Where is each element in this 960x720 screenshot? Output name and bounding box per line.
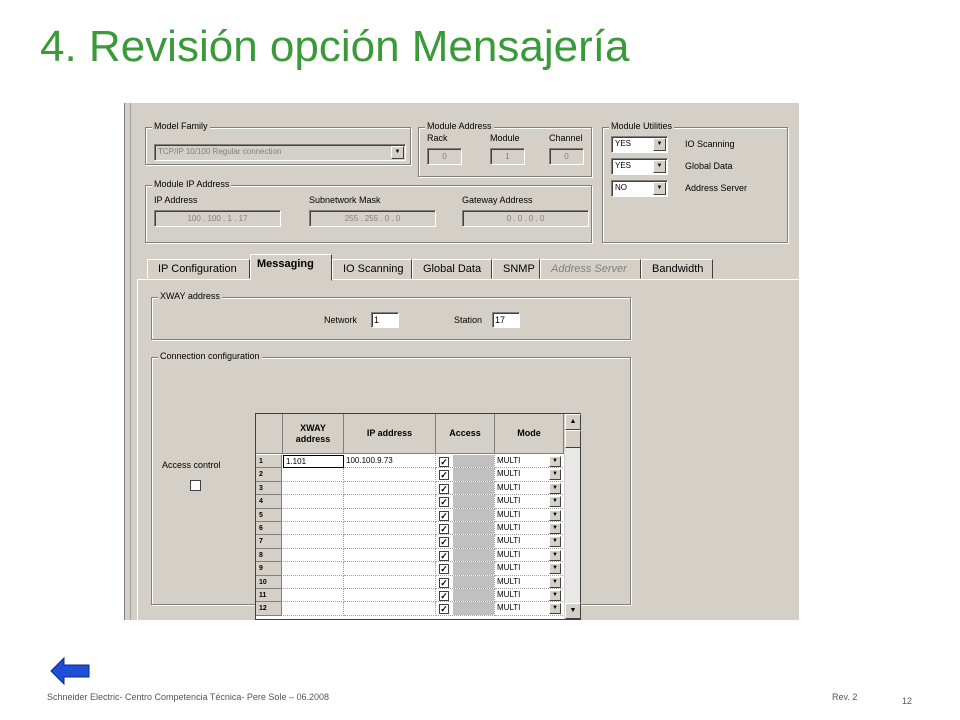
access-shade bbox=[453, 509, 494, 521]
tab-address-server[interactable]: Address Server bbox=[540, 259, 641, 279]
ip-address-field: 100 . 100 . 1 . 17 bbox=[154, 210, 281, 227]
ip-address-cell[interactable] bbox=[344, 522, 436, 535]
ip-address-cell[interactable] bbox=[344, 576, 436, 589]
tab-global-data[interactable]: Global Data bbox=[412, 259, 492, 279]
xway-address-cell[interactable] bbox=[283, 509, 344, 522]
ip-address-cell[interactable] bbox=[344, 589, 436, 602]
row-number: 10 bbox=[256, 576, 282, 589]
access-checkbox[interactable]: ✓ bbox=[440, 483, 448, 494]
chevron-down-icon[interactable]: ▼ bbox=[653, 182, 666, 195]
tab-snmp[interactable]: SNMP bbox=[492, 259, 540, 279]
tab-io-scanning[interactable]: IO Scanning bbox=[332, 259, 412, 279]
chevron-down-icon[interactable]: ▼ bbox=[549, 590, 561, 601]
gateway-field: 0 . 0 . 0 . 0 bbox=[462, 210, 589, 227]
ip-address-cell[interactable] bbox=[344, 482, 436, 495]
module-ip-group bbox=[145, 179, 592, 243]
mode-select[interactable] bbox=[495, 549, 563, 562]
io-scanning-label: IO Scanning bbox=[685, 139, 735, 149]
access-cell bbox=[436, 495, 495, 508]
access-cell bbox=[436, 562, 495, 575]
access-cell bbox=[436, 576, 495, 589]
tab-panel bbox=[133, 249, 799, 620]
global-data-value: YES bbox=[615, 161, 632, 170]
chevron-down-icon[interactable]: ▼ bbox=[549, 577, 561, 588]
table-row bbox=[256, 468, 564, 481]
module-field: 1 bbox=[490, 148, 525, 165]
row-number: 7 bbox=[256, 535, 282, 548]
row-number: 3 bbox=[256, 482, 282, 495]
footer-credit: Schneider Electric- Centro Competencia Técnica- Pere Sole – 06.2008 bbox=[47, 692, 329, 702]
access-checkbox[interactable]: ✓ bbox=[440, 550, 448, 561]
access-shade bbox=[453, 455, 494, 467]
mode-value: MULTI bbox=[497, 456, 521, 465]
xway-address-cell[interactable] bbox=[283, 482, 344, 495]
io-scanning-select[interactable] bbox=[611, 136, 668, 153]
xway-address-group bbox=[151, 291, 631, 340]
table-row bbox=[256, 482, 564, 495]
mode-value: MULTI bbox=[497, 549, 521, 559]
chevron-down-icon[interactable]: ▼ bbox=[549, 536, 561, 547]
mode-select[interactable] bbox=[495, 562, 563, 575]
access-checkbox[interactable]: ✓ bbox=[440, 497, 448, 508]
chevron-down-icon[interactable]: ▼ bbox=[549, 496, 561, 507]
access-cell bbox=[436, 468, 495, 481]
access-cell bbox=[436, 455, 495, 468]
chevron-down-icon[interactable]: ▼ bbox=[549, 550, 561, 561]
module-utilities-label: Module Utilities bbox=[611, 121, 673, 131]
mode-value: MULTI bbox=[497, 563, 521, 573]
window-edge bbox=[130, 103, 131, 620]
ip-address-cell[interactable] bbox=[344, 535, 436, 548]
xway-address-cell[interactable] bbox=[283, 522, 344, 535]
module-address-group bbox=[418, 121, 592, 177]
access-checkbox[interactable]: ✓ bbox=[440, 470, 448, 481]
address-server-select[interactable] bbox=[611, 180, 668, 197]
address-server-label: Address Server bbox=[685, 183, 748, 193]
access-checkbox[interactable]: ✓ bbox=[440, 577, 448, 588]
table-scrollbar[interactable] bbox=[564, 414, 580, 619]
xway-address-cell[interactable] bbox=[283, 495, 344, 508]
ip-address-cell[interactable] bbox=[344, 495, 436, 508]
access-checkbox[interactable]: ✓ bbox=[440, 524, 448, 534]
global-data-select[interactable] bbox=[611, 158, 668, 175]
mode-value: MULTI bbox=[497, 496, 521, 506]
chevron-down-icon[interactable]: ▼ bbox=[549, 510, 561, 521]
mode-select[interactable] bbox=[495, 589, 563, 602]
access-header: Access bbox=[436, 414, 495, 454]
back-arrow-icon[interactable] bbox=[50, 656, 90, 686]
row-number: 11 bbox=[256, 589, 282, 602]
chevron-down-icon[interactable]: ▼ bbox=[549, 469, 561, 480]
ip-address-cell[interactable] bbox=[344, 562, 436, 575]
mode-select[interactable] bbox=[495, 468, 563, 481]
access-shade bbox=[453, 549, 494, 561]
access-shade bbox=[453, 482, 494, 494]
mode-select[interactable] bbox=[495, 522, 563, 535]
subnet-mask-label: Subnetwork Mask bbox=[309, 195, 381, 205]
footer-revision: Rev. 2 bbox=[832, 692, 858, 702]
page-number: 12 bbox=[902, 696, 913, 706]
rack-label: Rack bbox=[427, 133, 448, 143]
access-checkbox[interactable]: ✓ bbox=[440, 510, 448, 521]
access-checkbox[interactable]: ✓ bbox=[440, 537, 448, 548]
xway-address-cell[interactable] bbox=[283, 535, 344, 548]
messaging-config-screenshot bbox=[124, 103, 799, 620]
module-address-label: Module Address bbox=[427, 121, 492, 131]
channel-field: 0 bbox=[549, 148, 584, 165]
xway-address-cell[interactable] bbox=[283, 562, 344, 575]
access-cell bbox=[436, 482, 495, 495]
row-number: 12 bbox=[256, 602, 282, 615]
mode-select[interactable] bbox=[495, 576, 563, 589]
table-row bbox=[256, 455, 564, 468]
chevron-down-icon[interactable]: ▼ bbox=[391, 146, 404, 159]
mode-value: MULTI bbox=[497, 590, 521, 599]
module-utilities-group bbox=[602, 121, 788, 243]
messaging-tab-body bbox=[137, 279, 799, 620]
chevron-down-icon[interactable]: ▼ bbox=[549, 523, 561, 534]
model-family-label: Model Family bbox=[154, 121, 208, 131]
table-row bbox=[256, 509, 564, 522]
xway-address-cell[interactable]: 1.101 bbox=[283, 455, 344, 468]
station-label: Station bbox=[454, 315, 483, 325]
access-control-checkbox[interactable] bbox=[190, 480, 201, 491]
model-family-group bbox=[145, 121, 411, 165]
access-cell bbox=[436, 522, 495, 535]
chevron-down-icon[interactable]: ▼ bbox=[549, 563, 561, 574]
chevron-down-icon[interactable]: ▼ bbox=[653, 160, 666, 173]
ip-address-label: IP Address bbox=[154, 195, 198, 205]
network-input[interactable]: 1 bbox=[371, 312, 399, 328]
subnet-mask-field: 255 . 255 . 0 . 0 bbox=[309, 210, 436, 227]
access-checkbox[interactable]: ✓ bbox=[440, 457, 448, 467]
access-shade bbox=[453, 562, 494, 574]
module-ip-label: Module IP Address bbox=[154, 179, 230, 189]
row-number: 2 bbox=[256, 468, 282, 481]
mode-value: MULTI bbox=[497, 482, 521, 492]
row-number: 4 bbox=[256, 495, 282, 508]
xway-address-header: XWAY address bbox=[283, 414, 344, 454]
model-family-select[interactable] bbox=[154, 144, 406, 161]
access-shade bbox=[453, 576, 494, 588]
access-shade bbox=[453, 589, 494, 601]
ip-address-cell[interactable]: 100.100.9.73 bbox=[344, 455, 436, 468]
gateway-label: Gateway Address bbox=[462, 195, 533, 205]
mode-value: MULTI bbox=[497, 523, 521, 532]
row-number: 9 bbox=[256, 562, 282, 575]
rack-field: 0 bbox=[427, 148, 462, 165]
scroll-down-icon[interactable]: ▼ bbox=[565, 603, 581, 619]
channel-label: Channel bbox=[549, 133, 583, 143]
model-family-value: TCP/IP 10/100 Regular connection bbox=[158, 147, 282, 156]
scroll-up-icon[interactable]: ▲ bbox=[565, 414, 581, 430]
connection-table bbox=[255, 413, 581, 620]
global-data-label: Global Data bbox=[685, 161, 733, 171]
table-row bbox=[256, 495, 564, 508]
access-shade bbox=[453, 602, 494, 614]
table-row bbox=[256, 549, 564, 562]
access-shade bbox=[453, 495, 494, 507]
row-number: 8 bbox=[256, 549, 282, 562]
chevron-down-icon[interactable]: ▼ bbox=[653, 138, 666, 151]
ip-address-cell[interactable] bbox=[344, 509, 436, 522]
row-number: 6 bbox=[256, 522, 282, 535]
chevron-down-icon[interactable]: ▼ bbox=[549, 483, 561, 494]
access-cell bbox=[436, 589, 495, 602]
chevron-down-icon[interactable]: ▼ bbox=[549, 603, 561, 614]
xway-address-cell[interactable] bbox=[283, 589, 344, 602]
address-server-value: NO bbox=[615, 183, 627, 192]
mode-select[interactable] bbox=[495, 602, 563, 615]
xway-address-cell[interactable] bbox=[283, 576, 344, 589]
row-number: 5 bbox=[256, 509, 282, 522]
mode-select[interactable] bbox=[495, 509, 563, 522]
xway-address-cell[interactable] bbox=[283, 549, 344, 562]
access-control-label: Access control bbox=[162, 460, 221, 470]
ip-address-header: IP address bbox=[344, 414, 436, 454]
access-checkbox[interactable]: ✓ bbox=[440, 591, 448, 601]
access-cell bbox=[436, 549, 495, 562]
mode-value: MULTI bbox=[497, 509, 521, 519]
module-label: Module bbox=[490, 133, 520, 143]
xway-address-cell[interactable] bbox=[283, 468, 344, 481]
row-number-header bbox=[256, 414, 283, 454]
network-label: Network bbox=[324, 315, 358, 325]
ip-address-cell[interactable] bbox=[344, 549, 436, 562]
ip-address-cell[interactable] bbox=[344, 468, 436, 481]
tab-bandwidth[interactable]: Bandwidth bbox=[641, 259, 713, 279]
access-cell bbox=[436, 602, 495, 615]
mode-select[interactable] bbox=[495, 535, 563, 548]
mode-header: Mode bbox=[495, 414, 564, 454]
mode-value: MULTI bbox=[497, 576, 521, 586]
access-cell bbox=[436, 535, 495, 548]
mode-value: MULTI bbox=[497, 536, 521, 546]
ip-address-cell[interactable] bbox=[344, 602, 436, 615]
table-row bbox=[256, 589, 564, 602]
mode-value: MULTI bbox=[497, 603, 521, 613]
access-checkbox[interactable]: ✓ bbox=[440, 564, 448, 575]
row-number: 1 bbox=[256, 455, 282, 468]
access-shade bbox=[453, 535, 494, 547]
access-shade bbox=[453, 468, 494, 480]
station-input[interactable]: 17 bbox=[492, 312, 520, 328]
mode-select[interactable] bbox=[495, 495, 563, 508]
chevron-down-icon[interactable]: ▼ bbox=[549, 456, 561, 467]
mode-value: MULTI bbox=[497, 469, 521, 479]
connection-config-label: Connection configuration bbox=[160, 351, 260, 361]
tab-ip-configuration[interactable]: IP Configuration bbox=[147, 259, 250, 279]
table-row bbox=[256, 535, 564, 548]
page-title: 4. Revisión opción Mensajería bbox=[40, 22, 630, 71]
tab-messaging[interactable]: Messaging bbox=[250, 254, 332, 281]
table-row bbox=[256, 522, 564, 535]
table-row bbox=[256, 602, 564, 615]
table-row bbox=[256, 562, 564, 575]
access-shade bbox=[453, 522, 494, 534]
xway-address-cell[interactable] bbox=[283, 602, 344, 615]
xway-address-label: XWAY address bbox=[160, 291, 220, 301]
access-cell bbox=[436, 509, 495, 522]
mode-select[interactable] bbox=[495, 455, 563, 468]
io-scanning-value: YES bbox=[615, 139, 632, 148]
access-checkbox[interactable]: ✓ bbox=[440, 604, 448, 615]
mode-select[interactable] bbox=[495, 482, 563, 495]
scroll-thumb[interactable] bbox=[565, 430, 581, 448]
table-row bbox=[256, 576, 564, 589]
